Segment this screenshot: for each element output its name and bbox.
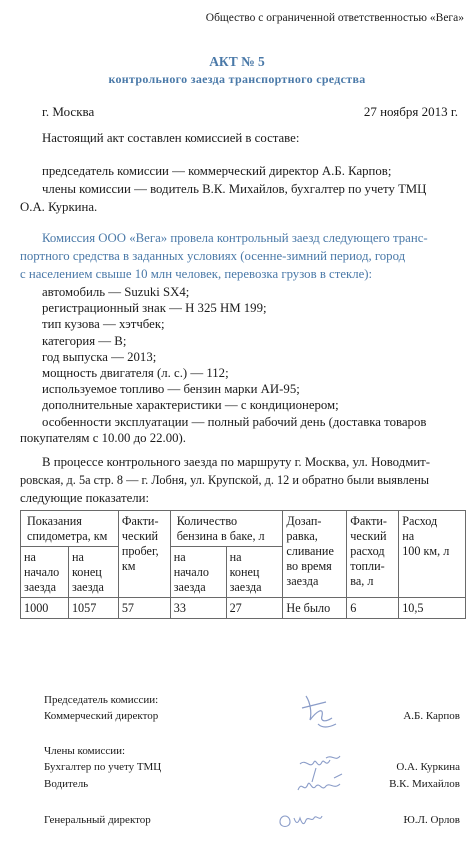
table-row: [21, 598, 466, 619]
general-director-role: Генеральный директор: [44, 814, 151, 826]
driver-name: В.К. Михайлов: [389, 778, 460, 790]
route-line2: ровская, д. 5а стр. 8 — г. Лобня, ул. Крупской, д. 12 и обратно были выявлены: [20, 473, 430, 487]
vehicle-item: тип кузова — хэтчбек;: [42, 317, 165, 332]
act-city: г. Москва: [42, 104, 95, 119]
header-mileage: Факти- ческий пробег, км: [118, 511, 170, 598]
route-line1: В процессе контрольного заезда по маршруту г. Москва, ул. Новодмит-: [42, 455, 431, 469]
header-odo-end: на конец заезда: [68, 547, 118, 598]
vehicle-item: дополнительные характеристики — с кондиционером;: [42, 398, 339, 413]
header-odo-start: на начало заезда: [21, 547, 69, 598]
vehicle-item: год выпуска — 2013;: [42, 349, 157, 364]
cell-mileage: 57: [118, 598, 170, 619]
intro-text: Настоящий акт составлен комиссией в составе:: [42, 131, 300, 145]
chairman-header: Председатель комиссии:: [44, 694, 159, 706]
conditions-line1: Комиссия ООО «Вега» провела контрольный заезд следующего транс-: [42, 231, 428, 245]
vehicle-item: особенности эксплуатации — полный рабочий день (доставка товаров: [42, 414, 427, 429]
cell-odo-end: 1057: [68, 598, 118, 619]
act-subtitle: контрольного заезда транспортного средства: [108, 72, 366, 86]
general-director-signature: [276, 808, 328, 834]
commission-members-line1: члены комиссии — водитель В.К. Михайлов, бухгалтер по учету ТМЦ: [42, 182, 427, 196]
header-refuel: Дозап- равка, сливание во время заезда: [283, 511, 347, 598]
chairman-name: А.Б. Карпов: [403, 710, 460, 722]
vehicle-item: регистрационный знак — Н 325 НМ 199;: [42, 301, 267, 316]
accountant-name: О.А. Куркина: [396, 761, 460, 773]
vehicle-item: категория — В;: [42, 333, 127, 348]
cell-odo-start: 1000: [21, 598, 69, 619]
organization-name: Общество с ограниченной ответственностью «Вега»: [205, 12, 464, 24]
general-director-name: Ю.Л. Орлов: [403, 814, 460, 826]
header-actual-use: Факти- ческий расход топли- ва, л: [347, 511, 399, 598]
route-line3: следующие показатели:: [20, 491, 150, 505]
chairman-role: Коммерческий директор: [44, 710, 159, 722]
commission-members-line2: О.А. Куркина.: [20, 200, 98, 214]
header-per100: Расход на 100 км, л: [399, 511, 466, 598]
vehicle-item: мощность двигателя (л. с.) — 112;: [42, 366, 229, 380]
commission-chairman: председатель комиссии — коммерческий директор А.Б. Карпов;: [42, 164, 392, 178]
header-fuel-start: на начало заезда: [170, 547, 226, 598]
cell-fuel-start: 33: [170, 598, 226, 619]
vehicle-item: используемое топливо — бензин марки АИ-95;: [42, 382, 300, 397]
driver-signature: [294, 772, 346, 800]
header-fuel-end: на конец заезда: [226, 547, 283, 598]
cell-fuel-end: 27: [226, 598, 283, 619]
conditions-line2: портного средства в заданных условиях (осенне-зимний период, город: [20, 249, 406, 263]
cell-per100: 10,5: [399, 598, 466, 619]
accountant-role: Бухгалтер по учету ТМЦ: [44, 761, 162, 773]
vehicle-item: покупателям с 10.00 до 22.00).: [20, 430, 186, 445]
chairman-signature: [296, 688, 346, 733]
conditions-line3: с населением свыше 10 млн человек, перевозка грузов в стекле):: [20, 267, 373, 281]
measurements-table: [20, 510, 466, 619]
act-title: АКТ № 5: [209, 54, 265, 69]
driver-role: Водитель: [44, 778, 89, 790]
vehicle-item: автомобиль — Suzuki SX4;: [42, 285, 190, 299]
cell-refuel: Не было: [283, 598, 347, 619]
header-fuel: Количество бензина в баке, л: [170, 511, 283, 547]
act-date: 27 ноября 2013 г.: [363, 104, 458, 119]
header-odometer: Показания спидометра, км: [21, 511, 119, 547]
members-header: Члены комиссии:: [44, 745, 126, 757]
cell-actual-use: 6: [347, 598, 399, 619]
